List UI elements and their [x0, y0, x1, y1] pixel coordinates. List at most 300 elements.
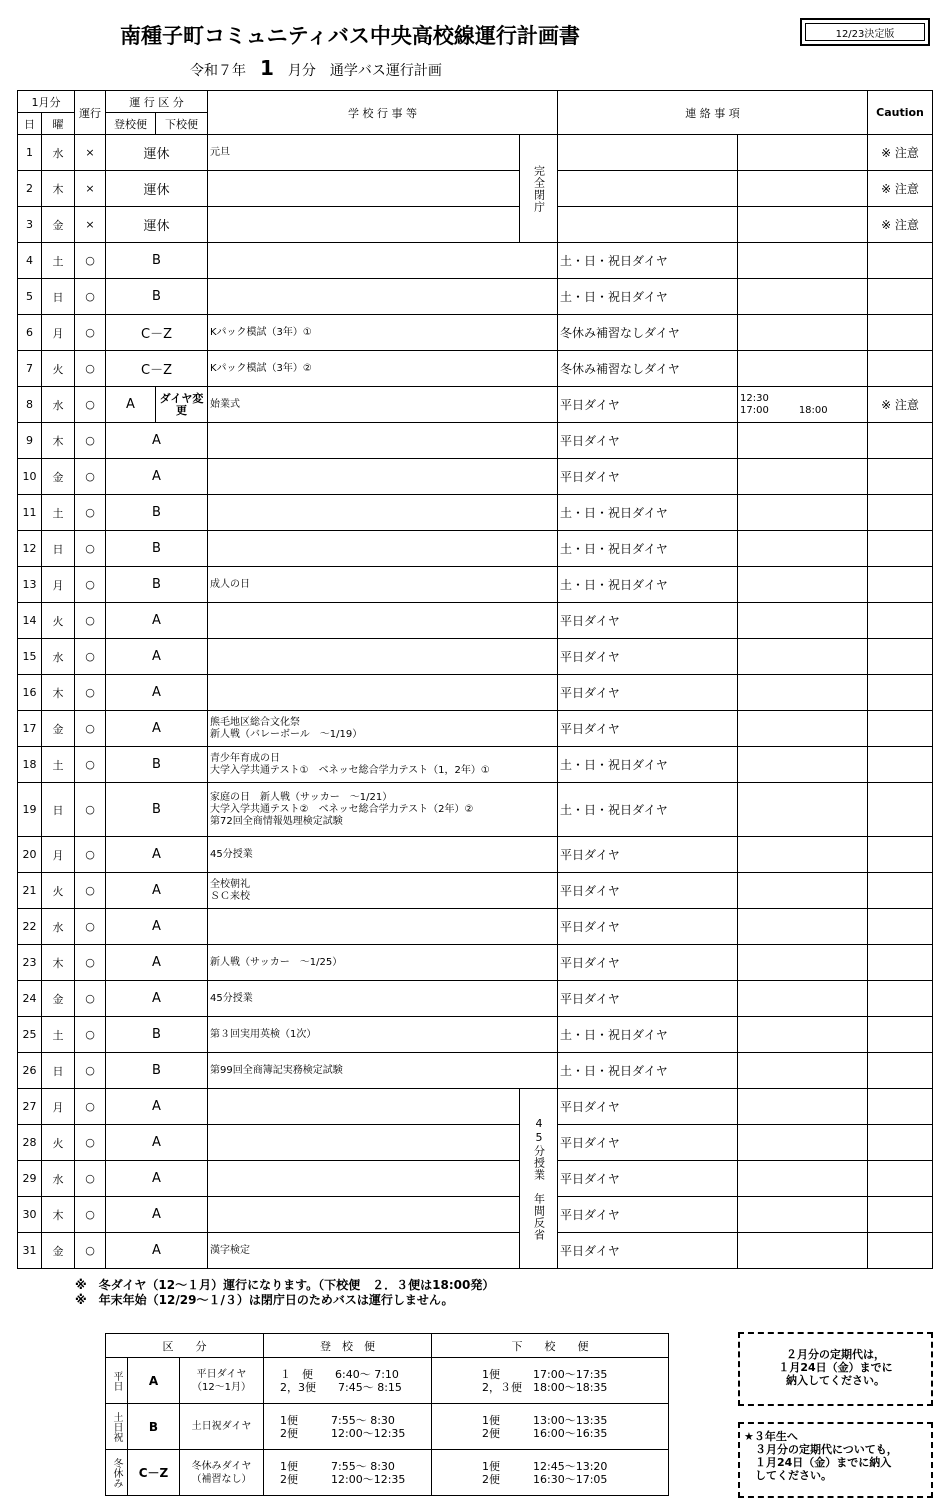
- operation-cell: ○: [75, 909, 106, 945]
- time-cell: [738, 1197, 868, 1233]
- caution-cell: ※ 注意: [868, 207, 933, 243]
- service-cell: A: [106, 675, 208, 711]
- operation-cell: ○: [75, 1017, 106, 1053]
- weekday-cell: 月: [42, 315, 75, 351]
- event-cell: [208, 279, 558, 315]
- service-cell: A: [106, 945, 208, 981]
- event-cell: 成人の日: [208, 567, 558, 603]
- time-line: 12:30: [740, 392, 769, 404]
- day-cell: 4: [18, 243, 42, 279]
- school-events-header: 学 校 行 事 等: [208, 91, 558, 135]
- day-cell: 17: [18, 711, 42, 747]
- time-cell: [738, 171, 868, 207]
- caution-cell: [868, 1089, 933, 1125]
- legend-to-times: 1便 7:55～ 8:30 2便 12:00～12:35: [264, 1450, 432, 1496]
- time-cell: [738, 747, 868, 783]
- legend-name: 平日ダイヤ （12～1月）: [180, 1358, 264, 1404]
- table-row: [18, 945, 933, 981]
- caution-cell: [868, 873, 933, 909]
- service-cell: B: [106, 243, 208, 279]
- legend-row: [106, 1358, 669, 1404]
- caution-cell: [868, 1161, 933, 1197]
- operation-cell: ×: [75, 207, 106, 243]
- service-cell: B: [106, 279, 208, 315]
- caution-cell: [868, 279, 933, 315]
- contact-cell: 平日ダイヤ: [558, 423, 738, 459]
- caution-cell: [868, 945, 933, 981]
- day-cell: 23: [18, 945, 42, 981]
- caution-cell: [868, 531, 933, 567]
- table-row: [18, 387, 933, 423]
- plan-name: 通学バス運行計画: [329, 63, 442, 79]
- event-cell: [208, 909, 558, 945]
- table-row: [18, 135, 933, 171]
- day-cell: 25: [18, 1017, 42, 1053]
- caution-cell: [868, 1233, 933, 1269]
- event-cell: 始業式: [208, 387, 558, 423]
- operation-cell: ○: [75, 837, 106, 873]
- table-row: [18, 1233, 933, 1269]
- weekday-cell: 水: [42, 909, 75, 945]
- table-row: [18, 1125, 933, 1161]
- operation-cell: ○: [75, 279, 106, 315]
- contact-cell: 平日ダイヤ: [558, 837, 738, 873]
- contact-cell: 土・日・祝日ダイヤ: [558, 531, 738, 567]
- time-cell: [738, 459, 868, 495]
- time-cell: [738, 1125, 868, 1161]
- time-cell: [738, 603, 868, 639]
- day-cell: 3: [18, 207, 42, 243]
- time-cell: [738, 981, 868, 1017]
- weekday-cell: 火: [42, 351, 75, 387]
- weekday-cell: 木: [42, 675, 75, 711]
- event-cell: 第３回実用英検（1次）: [208, 1017, 558, 1053]
- service-cell: A: [106, 909, 208, 945]
- time-cell: [738, 1089, 868, 1125]
- table-row: [18, 279, 933, 315]
- legend-group: 平日: [106, 1358, 128, 1404]
- service-cell: A: [106, 1089, 208, 1125]
- caution-cell: [868, 423, 933, 459]
- operation-cell: ○: [75, 1161, 106, 1197]
- day-cell: 21: [18, 873, 42, 909]
- contact-cell: 土・日・祝日ダイヤ: [558, 1053, 738, 1089]
- contact-header: 連 絡 事 項: [558, 91, 868, 135]
- table-row: [18, 639, 933, 675]
- table-row: [18, 747, 933, 783]
- service-category-header: 運 行 区 分: [106, 91, 208, 113]
- event-cell: Kパック模試（3年）①: [208, 315, 558, 351]
- event-cell: 全校朝礼 ＳＣ来校: [208, 873, 558, 909]
- service-cell: A: [106, 1233, 208, 1269]
- contact-cell: 平日ダイヤ: [558, 675, 738, 711]
- table-row: [18, 567, 933, 603]
- time-cell: [738, 567, 868, 603]
- contact-cell: 平日ダイヤ: [558, 945, 738, 981]
- day-cell: 28: [18, 1125, 42, 1161]
- table-row: [18, 1161, 933, 1197]
- event-cell: [208, 1161, 520, 1197]
- operation-cell: ○: [75, 981, 106, 1017]
- schedule-table: [17, 90, 933, 1269]
- time-cell: [738, 837, 868, 873]
- weekday-cell: 金: [42, 1233, 75, 1269]
- event-cell: [208, 603, 558, 639]
- day-cell: 31: [18, 1233, 42, 1269]
- to-school-cell: A: [106, 387, 156, 423]
- operation-cell: ○: [75, 945, 106, 981]
- operation-cell: ○: [75, 387, 106, 423]
- time-cell: [738, 387, 868, 423]
- contact-cell: 平日ダイヤ: [558, 711, 738, 747]
- service-cell: C－Z: [106, 351, 208, 387]
- service-cell: C－Z: [106, 315, 208, 351]
- event-cell: [208, 1197, 520, 1233]
- month-number: 1: [260, 56, 274, 80]
- day-cell: 14: [18, 603, 42, 639]
- time-line: 17:00 18:00: [740, 404, 828, 416]
- time-cell: [738, 135, 868, 171]
- service-cell: A: [106, 981, 208, 1017]
- era-year: 令和７年: [190, 63, 246, 79]
- weekday-cell: 木: [42, 945, 75, 981]
- day-cell: 6: [18, 315, 42, 351]
- table-row: [18, 1089, 933, 1125]
- event-cell: [208, 171, 520, 207]
- contact-cell: 土・日・祝日ダイヤ: [558, 783, 738, 837]
- table-row: [18, 1197, 933, 1233]
- operation-cell: ○: [75, 495, 106, 531]
- legend-group: 土日祝: [106, 1404, 128, 1450]
- day-header: 日: [18, 113, 42, 135]
- day-cell: 11: [18, 495, 42, 531]
- caution-cell: [868, 315, 933, 351]
- day-cell: 30: [18, 1197, 42, 1233]
- weekday-cell: 月: [42, 1089, 75, 1125]
- time-cell: [738, 711, 868, 747]
- table-row: [18, 783, 933, 837]
- weekday-cell: 水: [42, 1161, 75, 1197]
- caution-cell: [868, 747, 933, 783]
- weekday-cell: 土: [42, 1017, 75, 1053]
- caution-cell: ※ 注意: [868, 135, 933, 171]
- time-cell: [738, 207, 868, 243]
- time-cell: [738, 1233, 868, 1269]
- table-row: [18, 981, 933, 1017]
- weekday-cell: 日: [42, 279, 75, 315]
- legend-code: C－Z: [128, 1450, 180, 1496]
- contact-cell: 平日ダイヤ: [558, 909, 738, 945]
- service-cell: B: [106, 747, 208, 783]
- to-school-header: 登校便: [106, 113, 156, 135]
- table-row: [18, 1017, 933, 1053]
- legend-name: 土日祝ダイヤ: [180, 1404, 264, 1450]
- contact-cell: 平日ダイヤ: [558, 1233, 738, 1269]
- caution-cell: [868, 1125, 933, 1161]
- contact-cell: [558, 135, 738, 171]
- day-cell: 12: [18, 531, 42, 567]
- caution-cell: ※ 注意: [868, 387, 933, 423]
- weekday-cell: 火: [42, 603, 75, 639]
- contact-cell: 土・日・祝日ダイヤ: [558, 567, 738, 603]
- operation-cell: ○: [75, 1125, 106, 1161]
- weekday-cell: 土: [42, 495, 75, 531]
- service-cell: A: [106, 639, 208, 675]
- third-year-notice: [738, 1422, 933, 1498]
- operation-cell: ○: [75, 1197, 106, 1233]
- legend-row: [106, 1404, 669, 1450]
- event-cell: [208, 243, 558, 279]
- contact-cell: 平日ダイヤ: [558, 981, 738, 1017]
- operation-cell: ○: [75, 747, 106, 783]
- operation-cell: ○: [75, 639, 106, 675]
- contact-cell: [558, 171, 738, 207]
- operation-cell: ○: [75, 423, 106, 459]
- notice-text: ２月分の定期代は， １月24日（金）までに 納入してください。: [778, 1348, 893, 1387]
- caution-cell: [868, 1053, 933, 1089]
- caution-cell: [868, 1197, 933, 1233]
- service-cell: B: [106, 495, 208, 531]
- table-row: [18, 351, 933, 387]
- contact-cell: 平日ダイヤ: [558, 873, 738, 909]
- operation-cell: ○: [75, 567, 106, 603]
- weekday-cell: 水: [42, 387, 75, 423]
- weekday-cell: 火: [42, 873, 75, 909]
- weekday-cell: 日: [42, 531, 75, 567]
- contact-cell: 土・日・祝日ダイヤ: [558, 1017, 738, 1053]
- time-cell: [738, 675, 868, 711]
- time-cell: [738, 243, 868, 279]
- day-cell: 7: [18, 351, 42, 387]
- day-cell: 9: [18, 423, 42, 459]
- event-cell: 漢字検定: [208, 1233, 520, 1269]
- version-text: 12/23決定版: [835, 28, 895, 40]
- contact-cell: 土・日・祝日ダイヤ: [558, 747, 738, 783]
- table-row: [18, 711, 933, 747]
- event-cell: 元旦: [208, 135, 520, 171]
- day-cell: 8: [18, 387, 42, 423]
- weekday-cell: 日: [42, 783, 75, 837]
- weekday-cell: 水: [42, 639, 75, 675]
- contact-cell: 平日ダイヤ: [558, 1197, 738, 1233]
- weekday-cell: 月: [42, 837, 75, 873]
- event-cell: [208, 1125, 520, 1161]
- day-cell: 19: [18, 783, 42, 837]
- timetable-legend: [105, 1333, 669, 1496]
- weekday-cell: 木: [42, 1197, 75, 1233]
- legend-from-times: 1便 12:45～13:20 2便 16:30～17:05: [432, 1450, 669, 1496]
- contact-cell: 平日ダイヤ: [558, 387, 738, 423]
- day-cell: 18: [18, 747, 42, 783]
- operation-cell: ○: [75, 531, 106, 567]
- operation-cell: ○: [75, 783, 106, 837]
- caution-cell: [868, 567, 933, 603]
- legend-code: B: [128, 1404, 180, 1450]
- caution-header: Caution: [868, 91, 933, 135]
- event-cell: 新人戦（サッカー ～1/25）: [208, 945, 558, 981]
- contact-cell: 平日ダイヤ: [558, 639, 738, 675]
- service-cell: A: [106, 1197, 208, 1233]
- service-cell: B: [106, 783, 208, 837]
- caution-cell: [868, 909, 933, 945]
- contact-cell: 土・日・祝日ダイヤ: [558, 279, 738, 315]
- page-title: 南種子町コミュニティバス中央高校線運行計画書: [120, 24, 580, 48]
- footnote: ※ 冬ダイヤ（12～１月）運行になります。（下校便 ２．３便は18:00発）: [75, 1278, 495, 1292]
- day-cell: 24: [18, 981, 42, 1017]
- table-row: [18, 837, 933, 873]
- reflection-label: 45分授業 年間反省: [532, 1116, 546, 1241]
- closure-label: 完全閉庁: [532, 164, 546, 213]
- month-label: 月分: [287, 63, 316, 79]
- caution-cell: [868, 783, 933, 837]
- operation-cell: ○: [75, 711, 106, 747]
- reflection-cell: [520, 1089, 558, 1269]
- weekday-cell: 木: [42, 171, 75, 207]
- day-cell: 1: [18, 135, 42, 171]
- operation-cell: ○: [75, 603, 106, 639]
- event-cell: [208, 423, 558, 459]
- weekday-cell: 水: [42, 135, 75, 171]
- notice-text: ★３年生へ ３月分の定期代についても， １月24日（金）までに納入 してください。: [744, 1430, 898, 1482]
- page-subtitle: [190, 56, 442, 80]
- event-cell: [208, 531, 558, 567]
- table-row: [18, 531, 933, 567]
- caution-cell: [868, 711, 933, 747]
- day-cell: 10: [18, 459, 42, 495]
- service-cell: A: [106, 423, 208, 459]
- closure-cell: [520, 135, 558, 243]
- caution-cell: ※ 注意: [868, 171, 933, 207]
- operation-cell: ○: [75, 315, 106, 351]
- weekday-cell: 金: [42, 459, 75, 495]
- weekday-cell: 金: [42, 207, 75, 243]
- table-row: [18, 315, 933, 351]
- contact-cell: 冬休み補習なしダイヤ: [558, 351, 738, 387]
- time-cell: [738, 423, 868, 459]
- operation-cell: ○: [75, 243, 106, 279]
- caution-cell: [868, 459, 933, 495]
- legend-code: A: [128, 1358, 180, 1404]
- day-cell: 22: [18, 909, 42, 945]
- caution-cell: [868, 243, 933, 279]
- event-cell: 第99回全商簿記実務検定試験: [208, 1053, 558, 1089]
- weekday-cell: 金: [42, 711, 75, 747]
- weekday-cell: 木: [42, 423, 75, 459]
- event-cell: 熊毛地区総合文化祭 新人戦（バレーボール ～1/19）: [208, 711, 558, 747]
- day-cell: 2: [18, 171, 42, 207]
- weekday-header: 曜: [42, 113, 75, 135]
- legend-to-times: １ 便 6:40～ 7:10 2，3便 7:45～ 8:15: [264, 1358, 432, 1404]
- event-cell: 45分授業: [208, 981, 558, 1017]
- commuter-pass-notice: [738, 1332, 933, 1406]
- time-cell: [738, 1053, 868, 1089]
- time-cell: [738, 1161, 868, 1197]
- table-row: [18, 675, 933, 711]
- contact-cell: 土・日・祝日ダイヤ: [558, 243, 738, 279]
- event-cell: [208, 639, 558, 675]
- service-cell: A: [106, 459, 208, 495]
- time-cell: [738, 945, 868, 981]
- operation-cell: ○: [75, 873, 106, 909]
- table-row: [18, 603, 933, 639]
- operation-cell: ○: [75, 1233, 106, 1269]
- event-cell: 青少年育成の日 大学入学共通テスト① ベネッセ総合学力テスト（1，2年）①: [208, 747, 558, 783]
- table-row: [18, 495, 933, 531]
- time-cell: [738, 315, 868, 351]
- day-cell: 26: [18, 1053, 42, 1089]
- operation-header: 運行: [75, 91, 106, 135]
- footnotes: [75, 1278, 494, 1308]
- from-school-header: 下校便: [156, 113, 208, 135]
- service-cell: A: [106, 1161, 208, 1197]
- operation-cell: ○: [75, 675, 106, 711]
- weekday-cell: 日: [42, 1053, 75, 1089]
- weekday-cell: 土: [42, 243, 75, 279]
- time-cell: [738, 1017, 868, 1053]
- table-row: [18, 459, 933, 495]
- event-cell: [208, 1089, 520, 1125]
- table-row: [18, 423, 933, 459]
- operation-cell: ×: [75, 135, 106, 171]
- time-cell: [738, 639, 868, 675]
- legend-name: 冬休みダイヤ （補習なし）: [180, 1450, 264, 1496]
- operation-cell: ○: [75, 351, 106, 387]
- caution-cell: [868, 495, 933, 531]
- table-row: [18, 873, 933, 909]
- service-cell: 運休: [106, 135, 208, 171]
- day-cell: 13: [18, 567, 42, 603]
- service-cell: A: [106, 711, 208, 747]
- operation-cell: ×: [75, 171, 106, 207]
- event-cell: [208, 459, 558, 495]
- caution-cell: [868, 603, 933, 639]
- from-school-cell: ダイヤ変更: [156, 387, 208, 423]
- caution-cell: [868, 351, 933, 387]
- day-cell: 16: [18, 675, 42, 711]
- event-cell: [208, 675, 558, 711]
- service-cell: A: [106, 837, 208, 873]
- caution-cell: [868, 1017, 933, 1053]
- event-cell: 45分授業: [208, 837, 558, 873]
- time-cell: [738, 873, 868, 909]
- service-cell: 運休: [106, 171, 208, 207]
- legend-row: [106, 1450, 669, 1496]
- weekday-cell: 金: [42, 981, 75, 1017]
- time-cell: [738, 909, 868, 945]
- weekday-cell: 土: [42, 747, 75, 783]
- caution-cell: [868, 837, 933, 873]
- month-header: 1月分: [18, 91, 75, 113]
- service-cell: A: [106, 1125, 208, 1161]
- time-cell: [738, 531, 868, 567]
- caution-cell: [868, 981, 933, 1017]
- legend-from-school-header: 下 校 便: [432, 1334, 669, 1358]
- service-cell: B: [106, 1053, 208, 1089]
- event-cell: [208, 495, 558, 531]
- table-row: [18, 909, 933, 945]
- table-row: [18, 207, 933, 243]
- contact-cell: [558, 207, 738, 243]
- legend-category-header: 区 分: [106, 1334, 264, 1358]
- day-cell: 5: [18, 279, 42, 315]
- event-cell: [208, 207, 520, 243]
- version-badge: [800, 18, 930, 46]
- weekday-cell: 火: [42, 1125, 75, 1161]
- service-cell: B: [106, 1017, 208, 1053]
- weekday-cell: 月: [42, 567, 75, 603]
- time-cell: [738, 495, 868, 531]
- contact-cell: 平日ダイヤ: [558, 603, 738, 639]
